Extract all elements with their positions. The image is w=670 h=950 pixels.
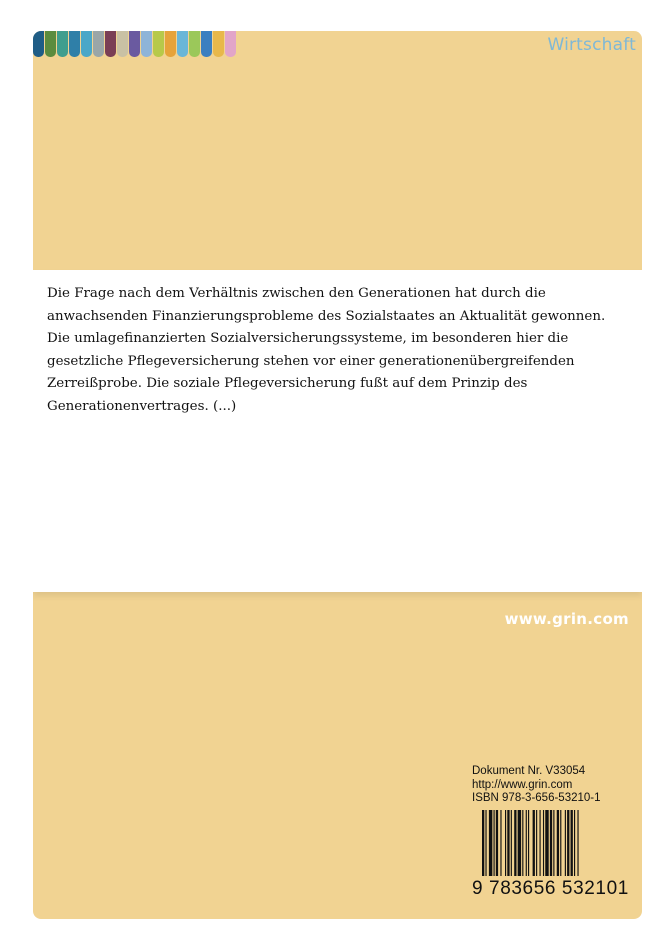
color-stripe <box>105 31 116 57</box>
document-number: Dokument Nr. V33054 <box>472 765 586 777</box>
color-stripe <box>225 31 236 57</box>
color-stripe <box>57 31 68 57</box>
color-stripe <box>33 31 44 57</box>
color-stripe <box>213 31 224 57</box>
color-stripe <box>177 31 188 57</box>
barcode-number: 9 783656 532101 <box>472 878 629 899</box>
book-back-cover <box>33 31 642 919</box>
color-stripe <box>165 31 176 57</box>
abstract-text: Die Frage nach dem Verhältnis zwischen den Generationen hat durch die anwachsenden Finanzierungsprobleme des Sozialstaates an Aktualität gewonnen. Die umlagefinanzierten Sozialversicherungssysteme, im besonderen hier die gesetzliche Pflegeversicherung stehen vor einer generationenübergreifenden Zerreißprobe. Die soziale Pflegeversicherung fußt auf dem Prinzip des Generationenvertrages. (...) <box>47 286 606 414</box>
color-stripe <box>81 31 92 57</box>
document-url: http://www.grin.com <box>472 778 573 791</box>
document-info <box>472 765 601 806</box>
barcode <box>472 810 630 904</box>
barcode-bars <box>482 810 628 876</box>
category-label: Wirtschaft <box>547 35 636 55</box>
color-stripe <box>69 31 80 57</box>
color-stripe <box>141 31 152 57</box>
color-stripe <box>45 31 56 57</box>
color-stripe <box>129 31 140 57</box>
abstract-panel <box>33 270 642 592</box>
color-stripe <box>117 31 128 57</box>
color-stripe <box>201 31 212 57</box>
color-stripe <box>93 31 104 57</box>
color-stripe <box>189 31 200 57</box>
color-stripe <box>153 31 164 57</box>
color-stripes <box>33 31 237 57</box>
website-label: www.grin.com <box>504 610 629 628</box>
isbn: ISBN 978-3-656-53210-1 <box>472 792 601 804</box>
